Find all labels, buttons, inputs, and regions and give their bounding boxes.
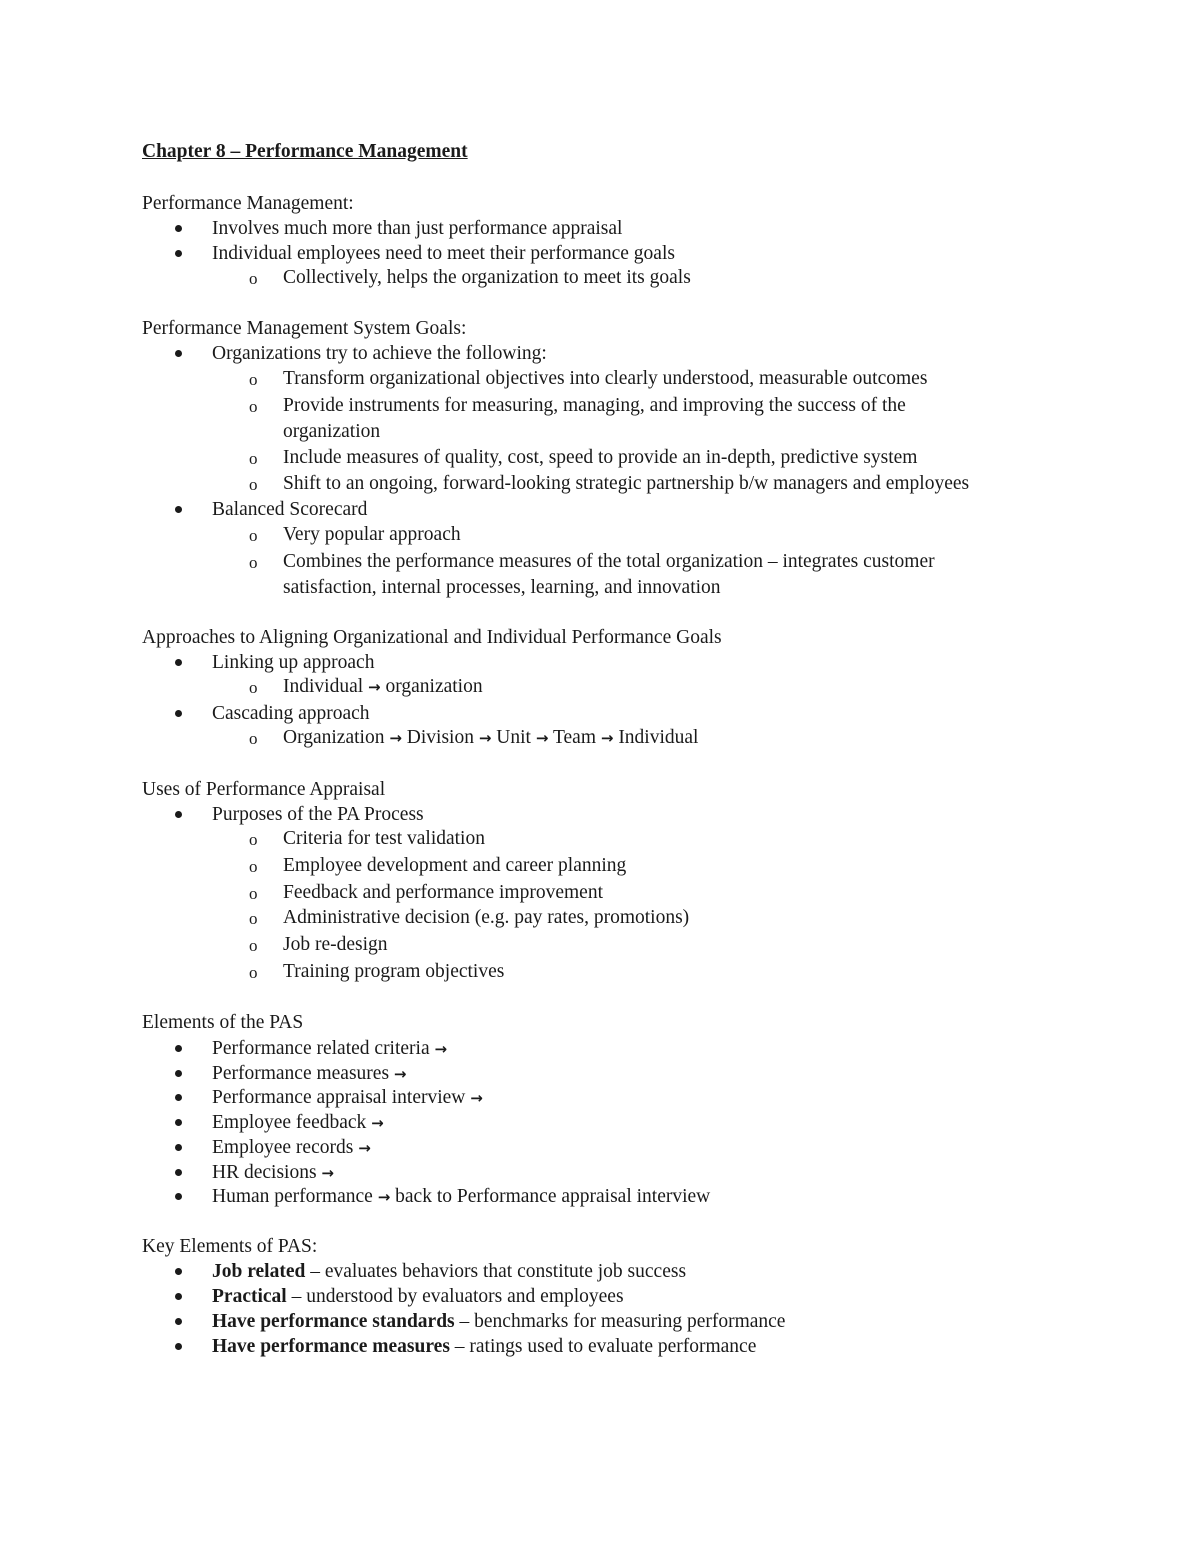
page-title: Chapter 8 – Performance Management: [142, 141, 468, 162]
flow-step: Team: [552, 727, 596, 748]
sub-bullet-icon: o: [249, 678, 258, 697]
bullet-icon: [175, 1169, 182, 1176]
list-item: [212, 1085, 483, 1111]
section-heading-approaches: Approaches to Aligning Organizational and Individual Performance Goals: [142, 627, 722, 648]
sub-bullet-icon: o: [249, 909, 258, 928]
bullet-icon: [175, 1318, 182, 1325]
section-heading-elements: Elements of the PAS: [142, 1012, 304, 1033]
sub-list-item: Collectively, helps the organization to meet its goals: [283, 267, 691, 288]
sub-list-item-continuation: satisfaction, internal processes, learning, and innovation: [283, 577, 721, 598]
flow-step: Individual: [618, 727, 699, 748]
bullet-icon: [175, 1070, 182, 1077]
list-item-text: Human performance: [212, 1186, 373, 1207]
arrow-right-icon: →: [321, 1164, 334, 1182]
list-item: [212, 1061, 407, 1087]
sub-bullet-icon: o: [249, 475, 258, 494]
sub-list-item: [283, 725, 698, 751]
bullet-icon: [175, 1045, 182, 1052]
sub-bullet-icon: o: [249, 830, 258, 849]
list-item: [212, 1184, 710, 1210]
arrow-right-icon: →: [358, 1139, 371, 1157]
list-item: Organizations try to achieve the following:: [212, 343, 547, 364]
arrow-right-icon: →: [371, 1114, 384, 1132]
list-item-text: Performance measures: [212, 1063, 390, 1084]
bullet-icon: [175, 1343, 182, 1350]
sub-bullet-icon: o: [249, 553, 258, 572]
section-heading-performance-management: Performance Management:: [142, 193, 354, 214]
bullet-icon: [175, 659, 182, 666]
list-item: [212, 1334, 756, 1360]
arrow-right-icon: →: [470, 1089, 483, 1107]
flow-step: Unit: [496, 727, 531, 748]
list-item-text: Employee feedback: [212, 1112, 367, 1133]
bullet-icon: [175, 225, 182, 232]
sub-list-item: Include measures of quality, cost, speed to provide an in-depth, predictive system: [283, 447, 918, 468]
term-description: – evaluates behaviors that constitute job success: [305, 1261, 687, 1282]
arrow-right-icon: →: [368, 678, 381, 696]
arrow-right-icon: →: [393, 1065, 407, 1083]
list-item: Involves much more than just performance appraisal: [212, 218, 623, 239]
bullet-icon: [175, 350, 182, 357]
list-item: [212, 1259, 686, 1285]
sub-list-item-continuation: organization: [283, 421, 381, 442]
list-item-text: back to Performance appraisal interview: [395, 1186, 711, 1207]
sub-list-item: Job re-design: [283, 934, 388, 955]
sub-list-item: Training program objectives: [283, 961, 505, 982]
bullet-icon: [175, 1193, 182, 1200]
sub-list-item: [283, 674, 483, 700]
sub-list-item: Very popular approach: [283, 524, 461, 545]
sub-bullet-icon: o: [249, 370, 258, 389]
arrow-right-icon: →: [389, 729, 402, 747]
term-description: – understood by evaluators and employees: [286, 1286, 624, 1307]
bullet-icon: [175, 1293, 182, 1300]
bullet-icon: [175, 1268, 182, 1275]
section-heading-uses: Uses of Performance Appraisal: [142, 779, 386, 800]
arrow-right-icon: →: [478, 729, 492, 747]
list-item: [212, 1036, 447, 1062]
sub-list-item: Criteria for test validation: [283, 828, 485, 849]
term: Practical: [212, 1286, 287, 1307]
sub-list-item: Employee development and career planning: [283, 855, 627, 876]
term-description: – ratings used to evaluate performance: [449, 1336, 757, 1357]
list-item: [212, 1309, 785, 1335]
arrow-right-icon: →: [434, 1040, 448, 1058]
list-item-text: Performance related criteria: [212, 1038, 430, 1059]
bullet-icon: [175, 811, 182, 818]
list-item: [212, 1110, 384, 1136]
bullet-icon: [175, 506, 182, 513]
sub-bullet-icon: o: [249, 449, 258, 468]
list-item: Individual employees need to meet their performance goals: [212, 243, 675, 264]
section-heading-key-elements: Key Elements of PAS:: [142, 1236, 318, 1257]
arrow-right-icon: →: [600, 729, 614, 747]
arrow-right-icon: →: [535, 729, 549, 747]
sub-bullet-icon: o: [249, 963, 258, 982]
list-item-text: HR decisions: [212, 1162, 317, 1183]
sub-bullet-icon: o: [249, 936, 258, 955]
sub-list-item: Provide instruments for measuring, managing, and improving the success of the: [283, 395, 906, 416]
arrow-right-icon: →: [377, 1188, 391, 1206]
list-item: Balanced Scorecard: [212, 499, 368, 520]
list-item-text: Performance appraisal interview: [212, 1087, 466, 1108]
bullet-icon: [175, 1094, 182, 1101]
bullet-icon: [175, 710, 182, 717]
sub-list-item: Administrative decision (e.g. pay rates, promotions): [283, 907, 690, 928]
list-item: [212, 1284, 624, 1310]
flow-step: organization: [385, 676, 483, 697]
term: Have performance measures: [212, 1336, 450, 1357]
sub-list-item: Transform organizational objectives into clearly understood, measurable outcomes: [283, 368, 928, 389]
list-item: [212, 1160, 334, 1186]
sub-list-item: Feedback and performance improvement: [283, 882, 603, 903]
list-item: [212, 1135, 371, 1161]
list-item: Cascading approach: [212, 703, 370, 724]
sub-list-item: Combines the performance measures of the total organization – integrates customer: [283, 551, 935, 572]
sub-bullet-icon: o: [249, 884, 258, 903]
term-description: – benchmarks for measuring performance: [454, 1311, 786, 1332]
flow-step: Division: [406, 727, 474, 748]
sub-bullet-icon: o: [249, 729, 258, 748]
flow-step: Individual: [283, 676, 364, 697]
bullet-icon: [175, 250, 182, 257]
bullet-icon: [175, 1144, 182, 1151]
section-heading-system-goals: Performance Management System Goals:: [142, 318, 467, 339]
list-item-text: Employee records: [212, 1137, 354, 1158]
sub-list-item: Shift to an ongoing, forward-looking strategic partnership b/w managers and employees: [283, 473, 970, 494]
sub-bullet-icon: o: [249, 269, 258, 288]
term: Job related: [212, 1261, 306, 1282]
bullet-icon: [175, 1119, 182, 1126]
sub-bullet-icon: o: [249, 526, 258, 545]
flow-step: Organization: [283, 727, 385, 748]
sub-bullet-icon: o: [249, 397, 258, 416]
sub-bullet-icon: o: [249, 857, 258, 876]
list-item: Linking up approach: [212, 652, 375, 673]
list-item: Purposes of the PA Process: [212, 804, 424, 825]
term: Have performance standards: [212, 1311, 455, 1332]
